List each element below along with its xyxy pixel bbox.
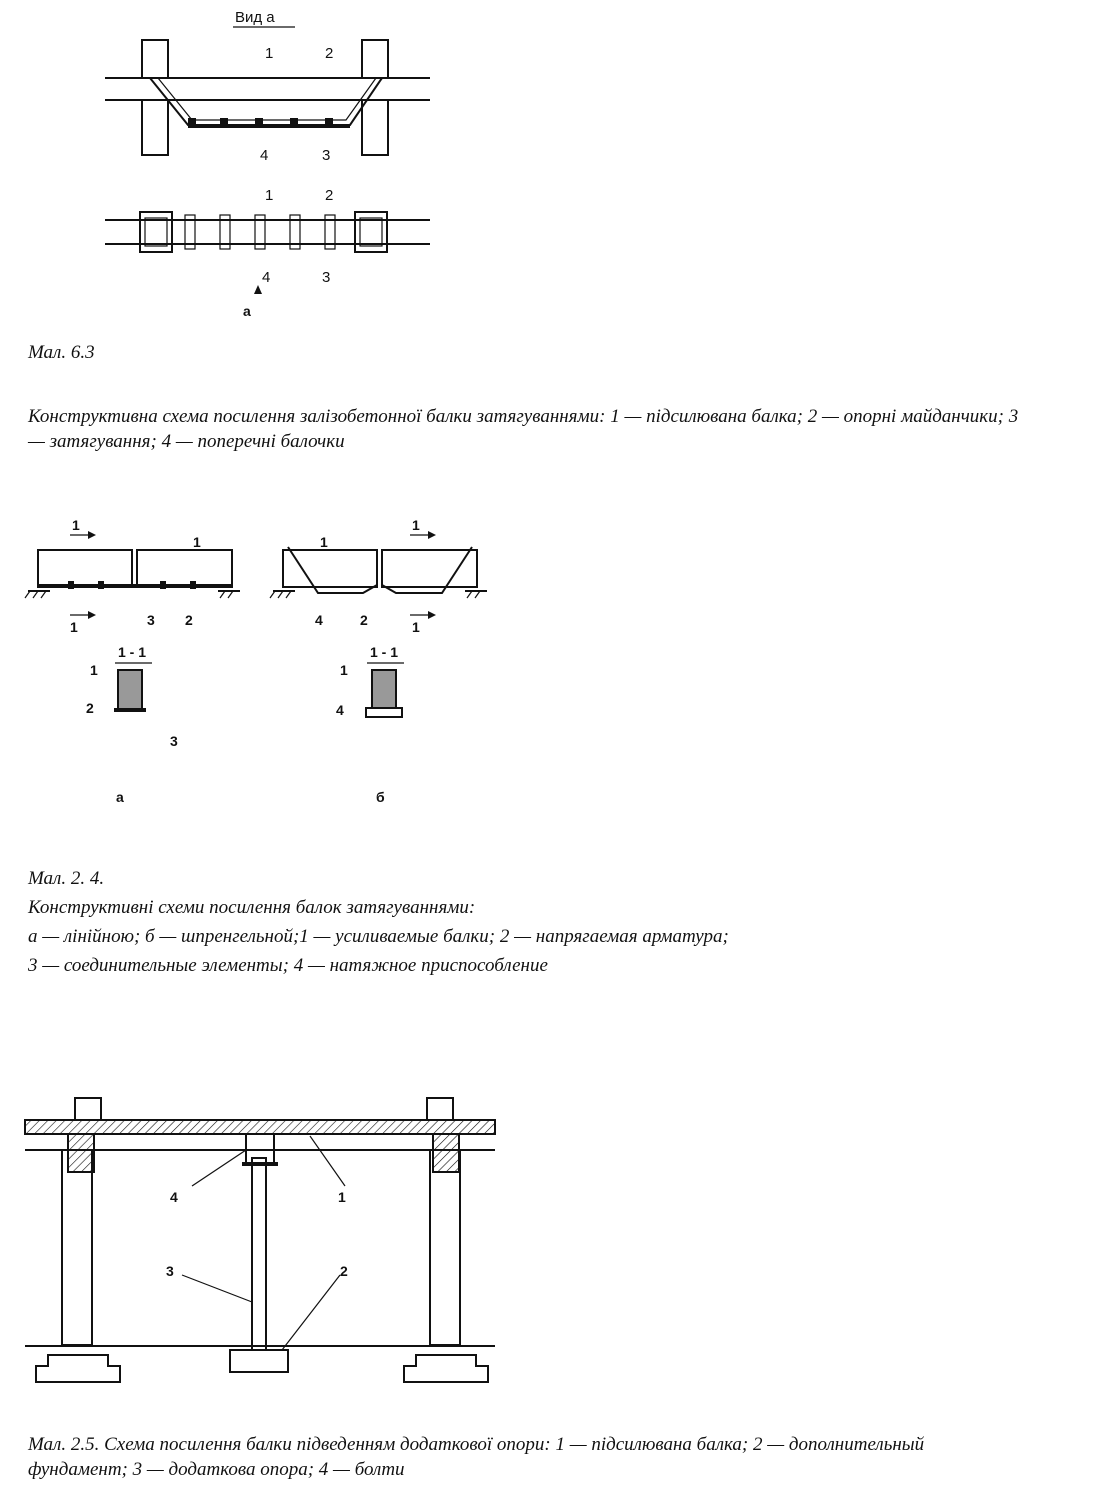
a-label-2: 2 [185, 612, 193, 628]
truss-tie-scheme [270, 517, 487, 805]
label-1: 1 [338, 1189, 346, 1205]
haunch-right [433, 1134, 459, 1172]
a-label-3: 3 [147, 612, 155, 628]
figure-6-3-drawing [100, 0, 460, 330]
label-4: 4 [260, 147, 269, 164]
label-2: 2 [325, 45, 334, 62]
svg-text:2: 2 [86, 700, 94, 716]
foundation-left [36, 1355, 120, 1382]
elevation-view [105, 40, 430, 164]
column-right [430, 1150, 460, 1345]
upper-column-left [75, 1098, 101, 1120]
figure-6-3-number: Мал. 6.3 [28, 342, 95, 363]
figure-2-4-line1: а — лінійною; б — шпренгельной;1 — усиливаемые балки; 2 — напрягаемая арматура; [28, 926, 729, 947]
figure-2-4-number: Мал. 2. 4. [28, 868, 105, 889]
figure-2-4-title: Конструктивні схеми посилення балок затягуваннями: [28, 897, 476, 918]
svg-text:4: 4 [336, 702, 344, 718]
beam-right-a [137, 550, 232, 587]
a-section-title: 1 - 1 [118, 644, 147, 660]
additional-foundation [230, 1350, 288, 1372]
column-left [62, 1150, 92, 1345]
view-title: Вид а [235, 9, 275, 26]
figure-2-5-drawing [20, 1080, 520, 1400]
svg-text:1: 1 [90, 662, 98, 678]
section-mark: а [243, 303, 251, 319]
column-bottom-left [142, 100, 168, 155]
label-4: 4 [170, 1189, 178, 1205]
label-3: 3 [322, 147, 331, 164]
column-top-left [142, 40, 168, 78]
a-section-beam [118, 670, 142, 710]
svg-text:1: 1 [70, 619, 78, 635]
b-section-anchor [366, 708, 402, 717]
b-label-1: 1 [320, 534, 328, 550]
svg-text:1: 1 [412, 517, 420, 533]
label-1: 1 [265, 45, 274, 62]
variant-a: а [116, 789, 124, 805]
beam-left-b [283, 550, 377, 587]
plan-view [105, 187, 430, 319]
beam-left-a [38, 550, 132, 587]
column-bottom-right [362, 100, 388, 155]
b-section-title: 1 - 1 [370, 644, 399, 660]
haunch-left [68, 1134, 94, 1172]
section-arrow [254, 285, 262, 294]
upper-column-right [427, 1098, 453, 1120]
figure-6-3-caption: Конструктивна схема посилення залізобетонної балки затягуваннями: 1 — підсилювана балка; 2 — опорні майданчики; 3 — затягування; 4 — поперечні балочки [28, 406, 1019, 452]
b-label-4: 4 [315, 612, 323, 628]
foundation-right [404, 1355, 488, 1382]
additional-support [252, 1158, 266, 1350]
figure-2-5-caption: Мал. 2.5. Схема посилення балки підведенням додаткової опори: 1 — підсилювана балка; 2 — дополнительный фундамент; 3 — додаткова опора; 4 — болти [28, 1434, 925, 1480]
plan-label-3: 3 [322, 269, 331, 286]
svg-text:1: 1 [412, 619, 420, 635]
label-2: 2 [340, 1263, 348, 1279]
plan-label-2: 2 [325, 187, 334, 204]
svg-text:1: 1 [72, 517, 80, 533]
column-top-right [362, 40, 388, 78]
variant-b: б [376, 789, 385, 805]
figure-2-4-drawing [20, 505, 520, 810]
figure-2-4-line2: 3 — соединительные элементы; 4 — натяжное приспособление [28, 955, 548, 976]
floor-slab [25, 1120, 495, 1134]
svg-text:3: 3 [170, 733, 178, 749]
label-3: 3 [166, 1263, 174, 1279]
svg-text:1: 1 [340, 662, 348, 678]
b-label-2: 2 [360, 612, 368, 628]
linear-tie-scheme [25, 517, 240, 805]
a-label-1: 1 [193, 534, 201, 550]
beam-right-b [382, 550, 477, 587]
b-section-beam [372, 670, 396, 708]
plan-label-1: 1 [265, 187, 274, 204]
plan-label-4: 4 [262, 269, 271, 286]
